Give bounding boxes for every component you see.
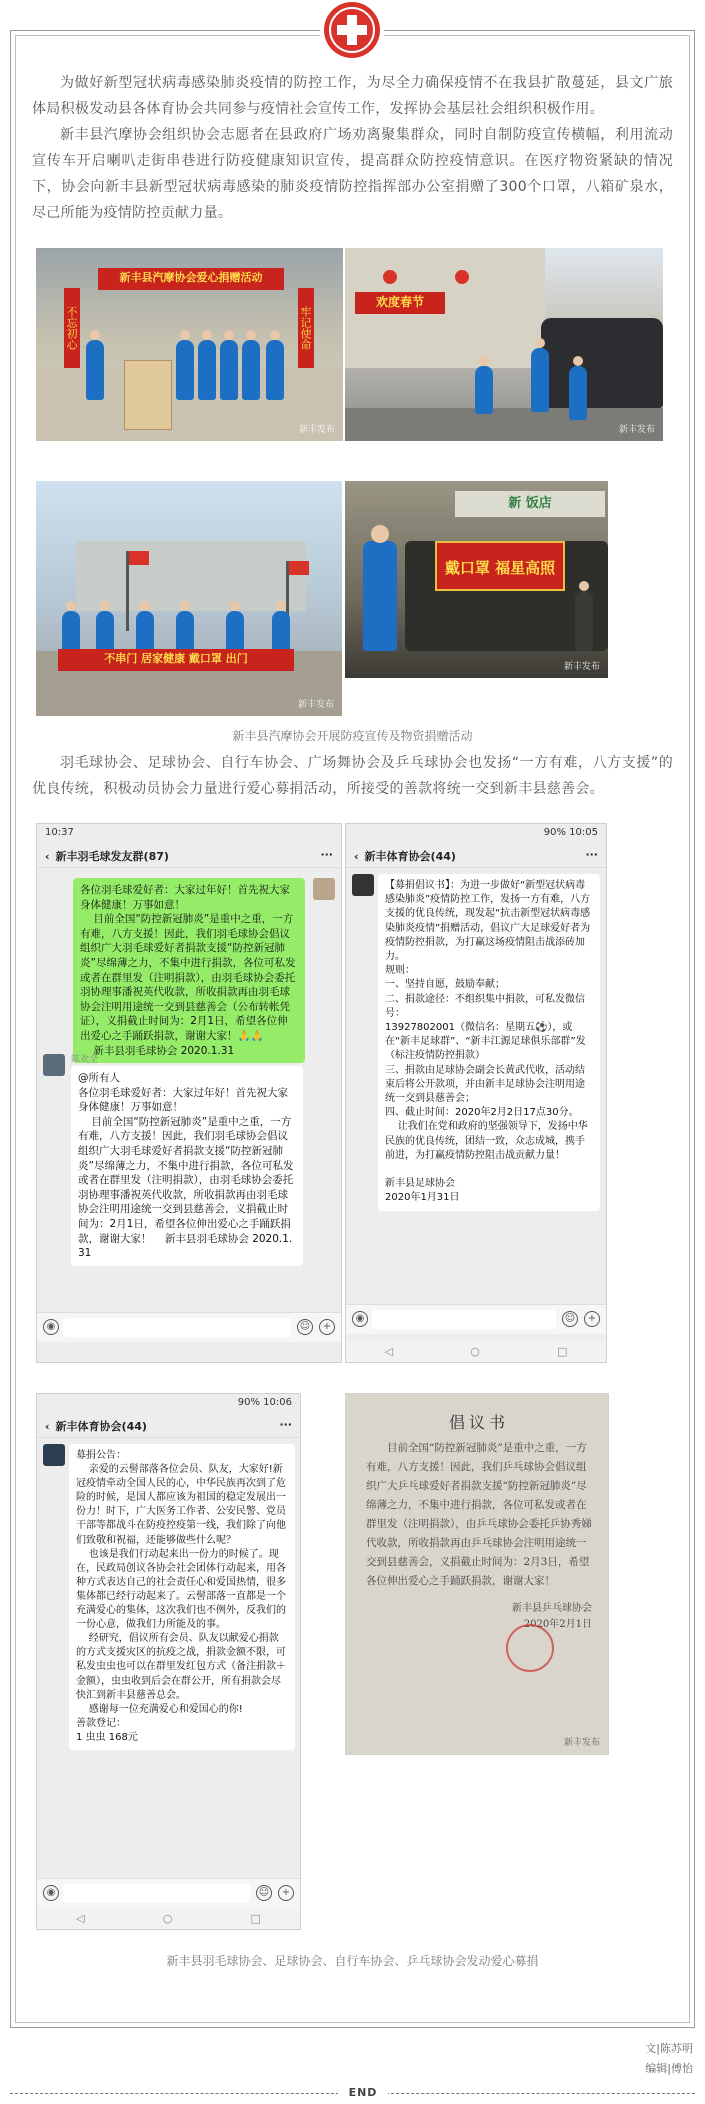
chat-message: 【募捐倡议书】：为进一步做好“新型冠状病毒感染肺炎”疫情防控工作，发扬一方有难，八方支援的优良传统，现发起“抗击新型冠状病毒感染肺炎疫情”捐赠活动，倡议广大足球爱好者为疫情防控捐款，为打赢这场疫情阻击战添砖加力。 规则： 一、坚持自愿，鼓励奉献； 二、捐款途径：不组织集中捐款，可私发微信号： 13927802001（微信名：星期五⚽），或在“新丰足球群”、“新丰江源足球俱乐部群”发（标注疫情防控捐款） 三、捐款由足球协会副会长黄武代收，活动结束后将公开款项，并由新丰足球协会注明用途统一交到县慈善会； 四、截止时间：2020年2月2日17点30分。 让我们在党和政府的坚强领导下，发扬中华民族的优良传统，团结一致，众志成城，携手前进，为打赢疫情防控阻击战贡献力量！ 新丰县足球协会 2020年1月31日 <box>378 874 600 1211</box>
avatar <box>43 1444 65 1466</box>
more-icon: ··· <box>585 848 598 861</box>
system-nav-bar <box>346 1340 606 1362</box>
avatar <box>352 874 374 896</box>
red-cross-badge-icon <box>320 2 384 62</box>
photo-watermark: 新丰发布 <box>618 425 655 435</box>
chat-header <box>37 842 341 868</box>
status-bar <box>346 824 606 842</box>
red-seal-stamp <box>506 1624 554 1672</box>
photo-banner: 不串门 居家健康 戴口罩 出门 <box>58 649 294 671</box>
photo-square-publicity <box>36 481 342 716</box>
chat-message: 募捐公告： 亲爱的云髻部落各位会员、队友，大家好!新冠疫情牵动全国人民的心，中华民族再次到了危险的时候，是国人都应该为祖国的稳定发展出一份力！时下，广大医务工作者、公安民警、党员干部等都战斗在防疫控疫第一线，我们除了向他们致敬和祝福，还能够做些什么呢？ 也该是我们行动起来出一份力的时候了。现在，民政局创议各协会社会团体行动起来，用各种方式表达自己的社会责任心和爱国热情，很多集体都已经行动起来了。云髻部落一直都是一个充满爱心的集体，这次我们也不例外，反我们的一份心意，做我们力所能及的事。 经研究，倡议所有会员、队友以献爱心捐款的方式支援灾区的抗疫之战，捐款金额不限，可私发虫虫也可以在群里发红包方式（备注捐款＋金额），虫虫收到后会在群公开，所有捐款会尽快汇到新丰县慈善总会。 感谢每一位充满爱心和爱国心的你! 善款登记： 1 虫虫 168元 <box>69 1444 295 1750</box>
intro-paragraph: 为做好新型冠状病毒感染肺炎疫情的防控工作，为尽全力确保疫情不在我县扩散蔓延，县文广旅体局积极发动县各体育协会共同参与疫情社会宣传工作，发挥协会基层社会组织积极作用。 <box>32 75 673 117</box>
cycling-chat-screenshot <box>36 1393 301 1930</box>
sports-associations-paragraph: 羽毛球协会、足球协会、自行车协会、广场舞协会及乒乓球协会也发扬“一方有难，八方支援”的优良传统，积极动员协会力量进行爱心募捐活动，所接受的善款将统一交到新丰县慈善会。 <box>32 755 673 797</box>
photo-caption: 新丰县汽摩协会开展防疫宣传及物资捐赠活动 <box>232 729 473 743</box>
photo-street-loading <box>345 248 663 441</box>
nav-back-icon: ◁ <box>384 1344 394 1358</box>
editor-credit: 编辑|傅怡 <box>645 2062 693 2075</box>
photo-watermark: 新丰发布 <box>563 662 600 672</box>
photo-banner: 戴口罩 福星高照 <box>435 541 565 591</box>
nav-back-icon: ◁ <box>76 1911 85 1925</box>
badminton-chat-screenshot <box>36 823 342 1363</box>
status-time: 10:37 <box>45 827 74 838</box>
chat-input-bar <box>346 1304 606 1334</box>
system-nav-bar <box>37 1907 300 1929</box>
chat-header <box>37 1412 300 1438</box>
chat-input <box>63 1318 291 1337</box>
end-divider <box>10 2086 695 2100</box>
chat-input-bar <box>37 1878 300 1908</box>
chat-title: 新丰体育协会(44) <box>55 1420 147 1433</box>
letter-body: 目前全国“防控新冠肺炎”是重中之重，一方有难，八方支援！因此，我们乒乓球协会倡议组织广大乒乓球爱好者捐款支援“防控新冠肺炎”尽绵薄之力，不集中进行捐款，各位可私发或者在群里发（注明捐款），由乒乓球协会委托乒协秀娣代收款，所收捐款再由乒乓球协会注明用途统一交到县慈善会，义捐截止时间为：2月3日，希望各位伸出爱心之手踊跃捐款，谢谢大家！ <box>366 1442 592 1587</box>
letter-signature: 新丰县乒乓球协会 <box>512 1603 592 1614</box>
motor-association-paragraph: 新丰县汽摩协会组织协会志愿者在县政府广场劝离聚集群众，同时自制防疫宣传横幅，利用流动宣传车开启喇叭走街串巷进行防疫健康知识宣传，提高群众防控疫情意识。在医疗物资紧缺的情况下，协会向新丰县新型冠状病毒感染的肺炎疫情防控指挥部办公室捐赠了300个口罩，八箱矿泉水，尽己所能为疫情防控贡献力量。 <box>32 127 673 221</box>
avatar <box>313 878 335 900</box>
avatar <box>43 1054 65 1076</box>
back-arrow-icon: ‹ <box>45 1420 50 1433</box>
nav-recent-icon: □ <box>557 1344 568 1358</box>
proposal-letter <box>366 1410 592 1633</box>
nav-home-icon: ○ <box>162 1911 173 1925</box>
chat-title: 新丰羽毛球发友群(87) <box>55 850 169 863</box>
letter-title: 倡议书 <box>448 1413 509 1432</box>
football-chat-screenshot <box>345 823 607 1363</box>
photo-watermark: 新丰发布 <box>563 1738 600 1748</box>
author-credit: 文|陈苏明 <box>645 2042 693 2055</box>
photo-donation-event <box>36 248 343 441</box>
nav-recent-icon: □ <box>250 1911 261 1925</box>
photo-left-couplet: 不忘初心 <box>64 288 80 368</box>
chat-message: @所有人 各位羽毛球爱好者：大家过年好！首先祝大家身体健康！万事如意！ 目前全国“防控新冠肺炎”是重中之重，一方有难，八方支援！因此，我们羽毛球协会倡议组织广大羽毛球爱好者捐款支援“防控新冠肺炎”尽绵薄之力，不集中进行捐款，各位可私发或者在群里发（注明捐款），由羽毛球协会委托羽协理事潘祝英代收款，所收捐款再由羽毛球协会注明用途统一交到县慈善会，义捐截止时间为：2月1日，希望各位伸出爱心之手踊跃捐款，谢谢大家！ 新丰县羽毛球协会 2020.1.31 <box>71 1066 303 1266</box>
letter-date: 2020年2月1日 <box>523 1619 592 1630</box>
chat-input <box>372 1310 556 1329</box>
status-bar <box>37 1394 300 1412</box>
emoji-icon: ☺ <box>256 1885 272 1901</box>
emoji-icon: ☺ <box>562 1311 578 1327</box>
photo-sign: 欢度春节 <box>355 292 445 314</box>
photo-banner: 新丰县汽摩协会爱心捐赠活动 <box>98 268 284 290</box>
chat-header <box>346 842 606 868</box>
photo-watermark: 新丰发布 <box>298 425 335 435</box>
plus-icon: + <box>584 1311 600 1327</box>
screenshot-caption: 新丰县羽毛球协会、足球协会、自行车协会、乒乓球协会发动爱心募捐 <box>166 1954 539 1968</box>
table-tennis-letter-photo <box>345 1393 609 1755</box>
status-bar <box>37 824 341 842</box>
chat-message: 各位羽毛球爱好者：大家过年好！首先祝大家身体健康！万事如意！ 目前全国“防控新冠肺炎”是重中之重，一方有难，八方支援！因此，我们羽毛球协会倡议组织广大羽毛球爱好者捐款支援“防控新冠肺炎”尽绵薄之力，不集中进行捐款，各位可私发或者在群里发（注明捐款），由羽毛球协会委托羽协理事潘祝英代收款，所收捐款再由羽毛球协会注明用途统一交到县慈善会（公布转帐凭证），义捐截止时间为：2月1日，希望各位伸出爱心之手踊跃捐款，谢谢大家！🙏🙏 新丰县羽毛球协会 2020.1.31 <box>73 878 305 1063</box>
more-icon: ··· <box>320 848 333 861</box>
photo-watermark: 新丰发布 <box>297 700 334 710</box>
end-label: END <box>338 2086 388 2099</box>
voice-icon: ◉ <box>43 1885 59 1901</box>
nav-home-icon: ○ <box>470 1344 480 1358</box>
status-battery-time: 90% 10:06 <box>237 1397 292 1408</box>
photo-right-couplet: 牢记使命 <box>298 288 314 368</box>
photo-vehicle-banner <box>345 481 608 678</box>
plus-icon: + <box>278 1885 294 1901</box>
chat-input-bar <box>37 1312 341 1342</box>
back-arrow-icon: ‹ <box>354 850 359 863</box>
plus-icon: + <box>319 1319 335 1335</box>
voice-icon: ◉ <box>43 1319 59 1335</box>
emoji-icon: ☺ <box>297 1319 313 1335</box>
back-arrow-icon: ‹ <box>45 850 50 863</box>
status-battery-time: 90% 10:05 <box>543 827 598 838</box>
sender-name: 陈欢全 <box>71 1055 99 1065</box>
photo-sign: 新 饭店 <box>455 491 605 517</box>
chat-input <box>63 1884 250 1903</box>
chat-title: 新丰体育协会(44) <box>364 850 456 863</box>
more-icon: ··· <box>279 1418 292 1431</box>
voice-icon: ◉ <box>352 1311 368 1327</box>
